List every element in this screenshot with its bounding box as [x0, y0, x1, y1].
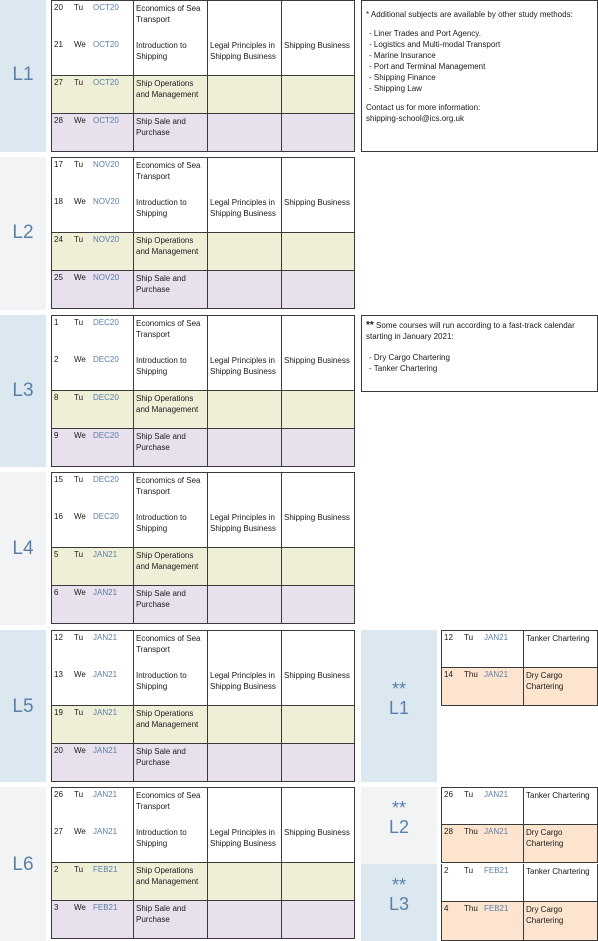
- table-row: [51, 901, 355, 939]
- subject-cell: Shipping Business: [281, 825, 356, 862]
- table-row: [51, 353, 355, 391]
- subject-cell: [207, 744, 281, 781]
- note-item: - Shipping Finance: [369, 73, 436, 82]
- table-row: [51, 157, 355, 196]
- subject-cell: [281, 76, 356, 113]
- day-cell: 26: [54, 790, 63, 799]
- subject-cell: [281, 788, 356, 825]
- subject-cell: [281, 631, 356, 668]
- day-cell: 20: [54, 746, 63, 755]
- weekday-cell: Tu: [74, 865, 84, 874]
- day-cell: 17: [54, 160, 63, 169]
- weekday-cell: Tu: [464, 790, 474, 799]
- subject-cell: Dry Cargo Chartering: [523, 902, 598, 940]
- table-row: [51, 706, 355, 744]
- subject-cell: [281, 706, 356, 743]
- day-cell: 9: [54, 431, 59, 440]
- level-label: L5: [12, 696, 34, 717]
- fasttrack-row: [441, 668, 598, 706]
- subject-cell: [281, 473, 356, 510]
- table-row: [51, 472, 355, 511]
- subject-cell: Legal Principles in Shipping Business: [207, 668, 281, 705]
- subject-cell: Ship Sale and Purchase: [133, 114, 207, 151]
- note-heading: * Additional subjects are available by other study methods:: [366, 10, 573, 19]
- subject-cell: [207, 631, 281, 668]
- table-row: [51, 787, 355, 826]
- weekday-cell: We: [74, 903, 86, 912]
- subject-cell: Ship Sale and Purchase: [133, 901, 207, 938]
- table-row: [51, 38, 355, 76]
- subject-cell: Introduction to Shipping: [133, 668, 207, 705]
- weekday-cell: We: [74, 273, 86, 282]
- subject-cell: Ship Sale and Purchase: [133, 271, 207, 308]
- weekday-cell: Tu: [74, 393, 84, 402]
- subject-cell: [281, 744, 356, 781]
- subject-cell: [207, 316, 281, 353]
- subject-cell: Shipping Business: [281, 510, 356, 547]
- note-item: - Liner Trades and Port Agency.: [369, 29, 481, 38]
- month-cell: DEC20: [93, 431, 119, 440]
- month-cell: NOV20: [93, 160, 120, 169]
- weekday-cell: Tu: [74, 790, 84, 799]
- table-row: [51, 391, 355, 429]
- subject-cell: [281, 1, 356, 38]
- day-cell: 27: [54, 827, 63, 836]
- subject-cell: [207, 706, 281, 743]
- subject-cell: [281, 586, 356, 623]
- note-heading: Some courses will run according to a fast-track calendar starting in January 2021:: [366, 321, 575, 341]
- day-cell: 13: [54, 670, 63, 679]
- fasttrack-level: L3: [388, 894, 410, 914]
- weekday-cell: We: [74, 197, 86, 206]
- fasttrack-level: L2: [388, 817, 410, 837]
- day-cell: 1: [54, 318, 59, 327]
- fast-track-note: [361, 315, 598, 392]
- weekday-cell: Tu: [464, 633, 474, 642]
- subject-cell: Ship Operations and Management: [133, 706, 207, 743]
- day-cell: 27: [54, 78, 63, 87]
- subject-cell: Legal Principles in Shipping Business: [207, 195, 281, 232]
- note-item: - Shipping Law: [369, 84, 422, 93]
- day-cell: 12: [444, 633, 453, 642]
- subject-cell: Economics of Sea Transport: [133, 158, 207, 195]
- subject-cell: Legal Principles in Shipping Business: [207, 825, 281, 862]
- weekday-cell: Tu: [74, 235, 84, 244]
- subject-cell: [281, 316, 356, 353]
- month-cell: JAN21: [93, 746, 118, 755]
- table-row: [51, 271, 355, 309]
- table-row: [51, 429, 355, 467]
- month-cell: DEC20: [93, 393, 119, 402]
- month-cell: OCT20: [93, 40, 119, 49]
- subject-cell: Shipping Business: [281, 353, 356, 390]
- fasttrack-row: [441, 864, 598, 902]
- month-cell: JAN21: [93, 670, 118, 679]
- subject-cell: Shipping Business: [281, 38, 356, 75]
- subject-cell: Economics of Sea Transport: [133, 788, 207, 825]
- day-cell: 8: [54, 393, 59, 402]
- weekday-cell: Thu: [464, 670, 478, 679]
- subject-cell: Legal Principles in Shipping Business: [207, 353, 281, 390]
- weekday-cell: Tu: [74, 550, 84, 559]
- subject-cell: [281, 233, 356, 270]
- level-label: L6: [12, 854, 34, 875]
- day-cell: 28: [54, 116, 63, 125]
- subject-cell: Ship Sale and Purchase: [133, 586, 207, 623]
- subject-cell: [281, 391, 356, 428]
- weekday-cell: We: [74, 588, 86, 597]
- table-row: [51, 548, 355, 586]
- weekday-cell: Thu: [464, 904, 478, 913]
- day-cell: 26: [444, 790, 453, 799]
- day-cell: 25: [54, 273, 63, 282]
- subject-cell: Legal Principles in Shipping Business: [207, 38, 281, 75]
- subject-cell: Ship Operations and Management: [133, 548, 207, 585]
- fasttrack-stars: **: [391, 679, 406, 699]
- fasttrack-row: [441, 825, 598, 863]
- fasttrack-stars: **: [391, 875, 406, 895]
- day-cell: 21: [54, 40, 63, 49]
- weekday-cell: We: [74, 746, 86, 755]
- fasttrack-label: [361, 876, 437, 914]
- table-row: [51, 195, 355, 233]
- subject-cell: Ship Sale and Purchase: [133, 429, 207, 466]
- subject-cell: Economics of Sea Transport: [133, 1, 207, 38]
- fasttrack-row: [441, 787, 598, 825]
- weekday-cell: Tu: [74, 708, 84, 717]
- month-cell: JAN21: [93, 633, 118, 642]
- weekday-cell: We: [74, 512, 86, 521]
- fasttrack-row: [441, 902, 598, 941]
- month-cell: FEB21: [484, 904, 509, 913]
- subject-cell: [281, 429, 356, 466]
- note-item: - Tanker Chartering: [369, 364, 438, 373]
- day-cell: 16: [54, 512, 63, 521]
- subject-cell: Introduction to Shipping: [133, 353, 207, 390]
- subject-cell: Ship Operations and Management: [133, 391, 207, 428]
- table-row: [51, 0, 355, 39]
- level-label: L1: [12, 64, 34, 85]
- weekday-cell: Tu: [464, 866, 474, 875]
- weekday-cell: We: [74, 431, 86, 440]
- subject-cell: [207, 429, 281, 466]
- subject-cell: [207, 901, 281, 938]
- subject-cell: [207, 788, 281, 825]
- table-row: [51, 76, 355, 114]
- day-cell: 18: [54, 197, 63, 206]
- day-cell: 14: [444, 670, 453, 679]
- weekday-cell: Tu: [74, 3, 84, 12]
- table-row: [51, 825, 355, 863]
- fasttrack-label: [361, 680, 437, 718]
- weekday-cell: We: [74, 827, 86, 836]
- month-cell: OCT20: [93, 3, 119, 12]
- month-cell: FEB21: [93, 865, 118, 874]
- month-cell: DEC20: [93, 512, 119, 521]
- weekday-cell: Tu: [74, 78, 84, 87]
- subject-cell: [207, 1, 281, 38]
- month-cell: JAN21: [93, 588, 118, 597]
- note-item: - Dry Cargo Chartering: [369, 353, 450, 362]
- subject-cell: Tanker Chartering: [523, 788, 598, 824]
- month-cell: DEC20: [93, 318, 119, 327]
- table-row: [51, 744, 355, 782]
- table-row: [51, 233, 355, 271]
- table-row: [51, 586, 355, 624]
- subject-cell: [281, 901, 356, 938]
- subject-cell: [207, 586, 281, 623]
- day-cell: 2: [54, 865, 59, 874]
- table-row: [51, 510, 355, 548]
- weekday-cell: Thu: [464, 827, 478, 836]
- additional-subjects-note: [361, 0, 598, 152]
- day-cell: 20: [54, 3, 63, 12]
- note-item: - Port and Terminal Management: [369, 62, 486, 71]
- level-label: L3: [12, 380, 34, 401]
- month-cell: JAN21: [484, 633, 509, 642]
- note-stars: **: [366, 320, 374, 331]
- subject-cell: [207, 233, 281, 270]
- note-item: - Marine Insurance: [369, 51, 436, 60]
- month-cell: JAN21: [484, 670, 509, 679]
- level-label: L4: [12, 538, 34, 559]
- subject-cell: Shipping Business: [281, 195, 356, 232]
- table-row: [51, 315, 355, 354]
- contact-text: Contact us for more information:: [366, 103, 481, 112]
- level-label: L2: [12, 222, 34, 243]
- month-cell: FEB21: [484, 866, 509, 875]
- fasttrack-row: [441, 630, 598, 668]
- subject-cell: Tanker Chartering: [523, 864, 598, 901]
- subject-cell: [207, 76, 281, 113]
- subject-cell: Dry Cargo Chartering: [523, 668, 598, 705]
- month-cell: JAN21: [484, 790, 509, 799]
- weekday-cell: Tu: [74, 160, 84, 169]
- subject-cell: Economics of Sea Transport: [133, 473, 207, 510]
- weekday-cell: We: [74, 670, 86, 679]
- subject-cell: [207, 548, 281, 585]
- subject-cell: Introduction to Shipping: [133, 825, 207, 862]
- month-cell: NOV20: [93, 273, 120, 282]
- day-cell: 4: [444, 904, 449, 913]
- month-cell: DEC20: [93, 475, 119, 484]
- subject-cell: Ship Operations and Management: [133, 863, 207, 900]
- subject-cell: Economics of Sea Transport: [133, 316, 207, 353]
- day-cell: 15: [54, 475, 63, 484]
- day-cell: 6: [54, 588, 59, 597]
- subject-cell: [281, 114, 356, 151]
- month-cell: OCT20: [93, 116, 119, 125]
- weekday-cell: Tu: [74, 318, 84, 327]
- month-cell: DEC20: [93, 355, 119, 364]
- day-cell: 2: [54, 355, 59, 364]
- subject-cell: Ship Operations and Management: [133, 76, 207, 113]
- subject-cell: [281, 158, 356, 195]
- month-cell: JAN21: [93, 708, 118, 717]
- table-row: [51, 668, 355, 706]
- day-cell: 2: [444, 866, 449, 875]
- month-cell: OCT20: [93, 78, 119, 87]
- fasttrack-stars: **: [391, 798, 406, 818]
- subject-cell: Ship Operations and Management: [133, 233, 207, 270]
- day-cell: 19: [54, 708, 63, 717]
- subject-cell: Legal Principles in Shipping Business: [207, 510, 281, 547]
- table-row: [51, 114, 355, 152]
- subject-cell: [207, 863, 281, 900]
- month-cell: FEB21: [93, 903, 118, 912]
- subject-cell: [281, 863, 356, 900]
- day-cell: 12: [54, 633, 63, 642]
- subject-cell: [207, 271, 281, 308]
- subject-cell: Introduction to Shipping: [133, 38, 207, 75]
- subject-cell: [207, 473, 281, 510]
- subject-cell: Tanker Chartering: [523, 631, 598, 667]
- subject-cell: Ship Sale and Purchase: [133, 744, 207, 781]
- table-row: [51, 630, 355, 669]
- day-cell: 28: [444, 827, 453, 836]
- subject-cell: [207, 158, 281, 195]
- subject-cell: [207, 391, 281, 428]
- month-cell: NOV20: [93, 197, 120, 206]
- subject-cell: [281, 271, 356, 308]
- day-cell: 24: [54, 235, 63, 244]
- weekday-cell: We: [74, 40, 86, 49]
- weekday-cell: Tu: [74, 475, 84, 484]
- day-cell: 5: [54, 550, 59, 559]
- fasttrack-label: [361, 799, 437, 837]
- day-cell: 3: [54, 903, 59, 912]
- month-cell: NOV20: [93, 235, 120, 244]
- weekday-cell: We: [74, 355, 86, 364]
- subject-cell: Introduction to Shipping: [133, 510, 207, 547]
- month-cell: JAN21: [93, 827, 118, 836]
- note-item: - Logistics and Multi-modal Transport: [369, 40, 501, 49]
- subject-cell: Shipping Business: [281, 668, 356, 705]
- weekday-cell: Tu: [74, 633, 84, 642]
- month-cell: JAN21: [93, 550, 118, 559]
- weekday-cell: We: [74, 116, 86, 125]
- subject-cell: Dry Cargo Chartering: [523, 825, 598, 862]
- table-row: [51, 863, 355, 901]
- subject-cell: [207, 114, 281, 151]
- subject-cell: [281, 548, 356, 585]
- contact-email[interactable]: shipping-school@ics.org.uk: [366, 114, 464, 123]
- fasttrack-level: L1: [388, 698, 410, 718]
- subject-cell: Introduction to Shipping: [133, 195, 207, 232]
- month-cell: JAN21: [93, 790, 118, 799]
- month-cell: JAN21: [484, 827, 509, 836]
- subject-cell: Economics of Sea Transport: [133, 631, 207, 668]
